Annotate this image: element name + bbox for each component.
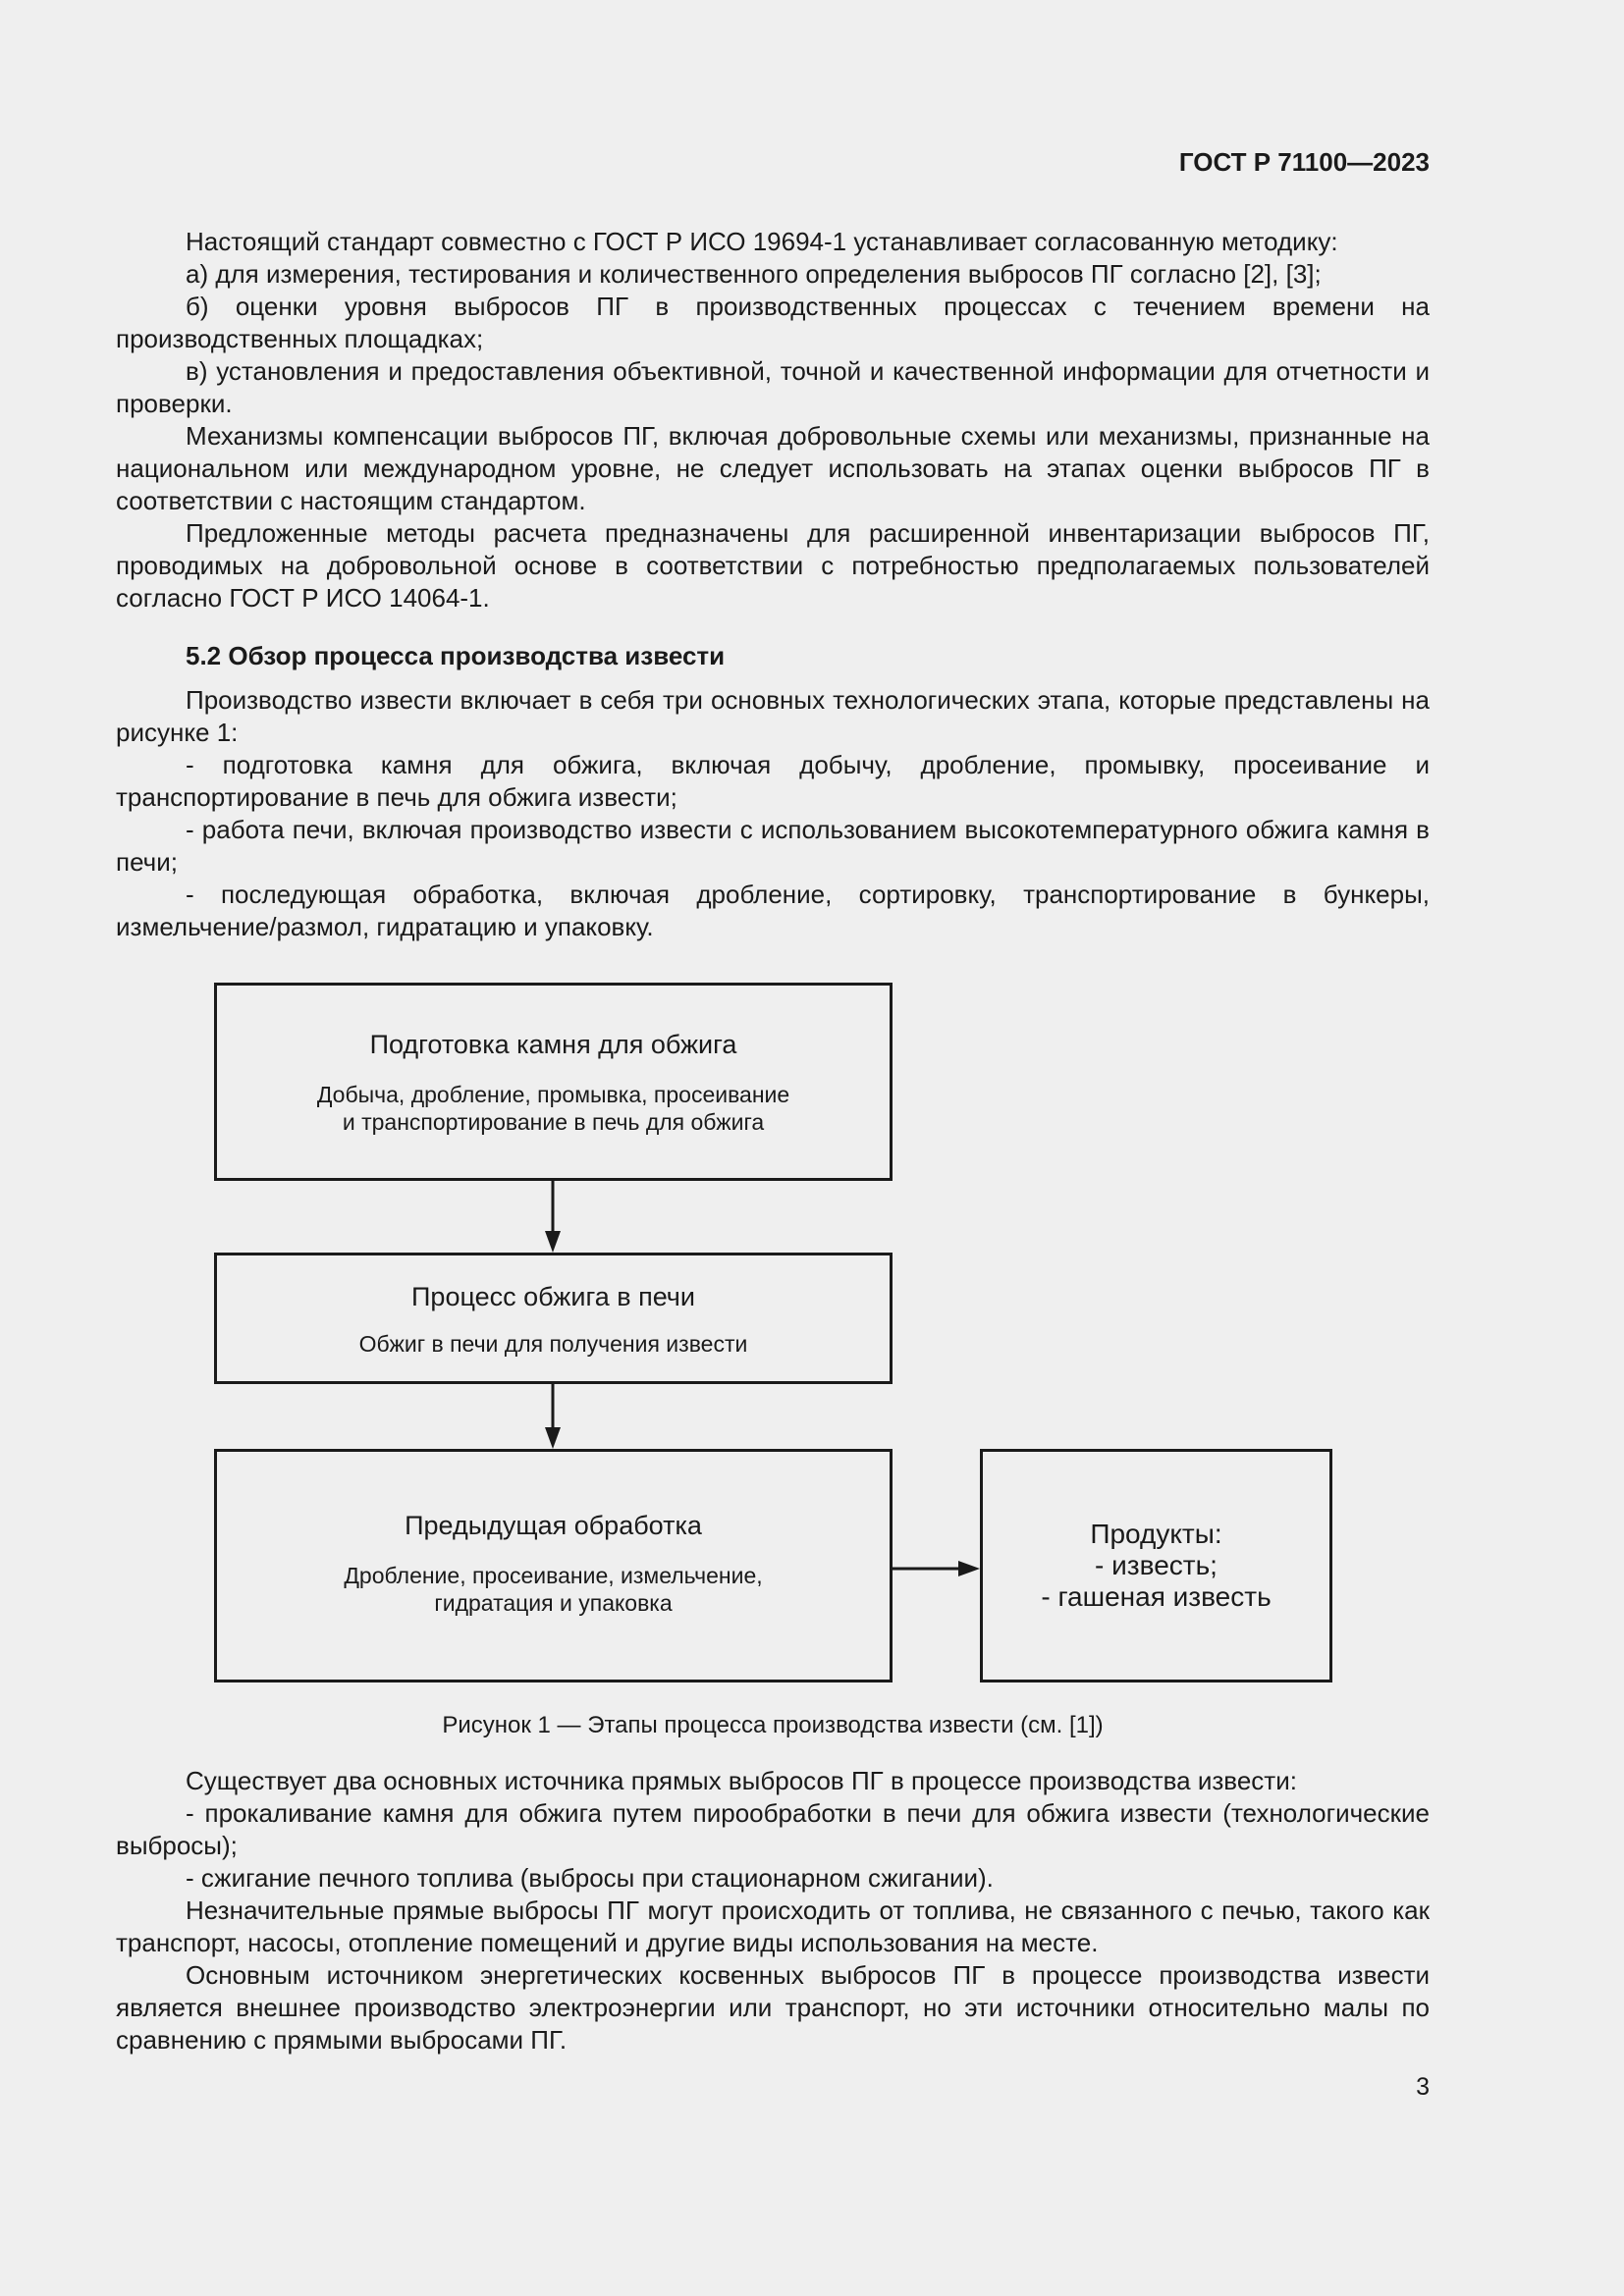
products-title: Продукты: bbox=[1090, 1519, 1222, 1549]
emissions-text-block bbox=[116, 1765, 1430, 2056]
list-item: - сжигание печного топлива (выбросы при стационарном сжигании). bbox=[186, 1863, 994, 1893]
arrowhead-down-2-icon bbox=[545, 1427, 561, 1449]
box-title: Предыдущая обработка bbox=[405, 1511, 702, 1540]
products-item: - известь; bbox=[1095, 1550, 1218, 1580]
list-item: а) для измерения, тестирования и количественного определения выбросов ПГ согласно [2], [3]; bbox=[186, 259, 1322, 289]
box-description-line: гидратация и упаковка bbox=[434, 1590, 673, 1616]
paragraph: Механизмы компенсации выбросов ПГ, включая добровольные схемы или механизмы, признанные на национальном или международном уровне, не следует использовать на этапах оценки выбросов ПГ в соответствии с настоящим стандартом. bbox=[116, 421, 1430, 515]
page-number: 3 bbox=[1416, 2073, 1430, 2101]
list-item: - работа печи, включая производство извести с использованием высокотемпературного обжига камня в печи; bbox=[116, 815, 1430, 877]
list-item: - прокаливание камня для обжига путем пирообработки в печи для обжига извести (технологические выбросы); bbox=[116, 1798, 1430, 1860]
paragraph: Настоящий стандарт совместно с ГОСТ Р ИСО 19694-1 устанавливает согласованную методику: bbox=[186, 227, 1338, 256]
paragraph: Производство извести включает в себя три основных технологических этапа, которые представлены на рисунке 1: bbox=[116, 685, 1430, 747]
box-description-line: Дробление, просеивание, измельчение, bbox=[344, 1563, 763, 1588]
arrowhead-right-icon bbox=[958, 1561, 980, 1576]
section-heading: 5.2 Обзор процесса производства извести bbox=[186, 641, 726, 670]
box-description-line: Добыча, дробление, промывка, просеивание bbox=[316, 1082, 790, 1107]
arrowhead-down-1-icon bbox=[545, 1231, 561, 1253]
box-title: Процесс обжига в печи bbox=[411, 1282, 695, 1311]
box-title: Подготовка камня для обжига bbox=[369, 1030, 737, 1059]
list-item: б) оценки уровня выбросов ПГ в производственных процессах с течением времени на производственных площадках; bbox=[116, 292, 1430, 353]
paragraph: Основным источником энергетических косвенных выбросов ПГ в процессе производства извести является внешнее производство электроэнергии или транспорт, но эти источники относительно малы по сравнению с прямыми выбросами ПГ. bbox=[116, 1960, 1430, 2055]
paragraph: Предложенные методы расчета предназначены для расширенной инвентаризации выбросов ПГ, проводимых на добровольной основе в соответствии с потребностью предполагаемых пользователей согласно ГОСТ Р ИСО 14064-1. bbox=[116, 518, 1430, 613]
figure-caption: Рисунок 1 — Этапы процесса производства извести (см. [1]) bbox=[442, 1712, 1104, 1738]
document-id-header: ГОСТ Р 71100—2023 bbox=[1178, 147, 1430, 177]
paragraph: Существует два основных источника прямых выбросов ПГ в процессе производства извести: bbox=[186, 1766, 1297, 1795]
list-item: - последующая обработка, включая дробление, сортировку, транспортирование в бункеры, измельчение/размол, гидратацию и упаковку. bbox=[116, 880, 1430, 941]
products-item: - гашеная известь bbox=[1041, 1581, 1272, 1612]
box-description-line: Обжиг в печи для получения извести bbox=[358, 1331, 748, 1357]
box-description-line: и транспортирование в печь для обжига bbox=[342, 1109, 765, 1135]
list-item: - подготовка камня для обжига, включая добычу, дробление, промывку, просеивание и транспортирование в печь для обжига извести; bbox=[116, 750, 1430, 812]
paragraph: Незначительные прямые выбросы ПГ могут происходить от топлива, не связанного с печью, такого как транспорт, насосы, отопление помещений и другие виды использования на месте. bbox=[116, 1896, 1430, 1957]
list-item: в) установления и предоставления объективной, точной и качественной информации для отчетности и проверки. bbox=[116, 356, 1430, 418]
